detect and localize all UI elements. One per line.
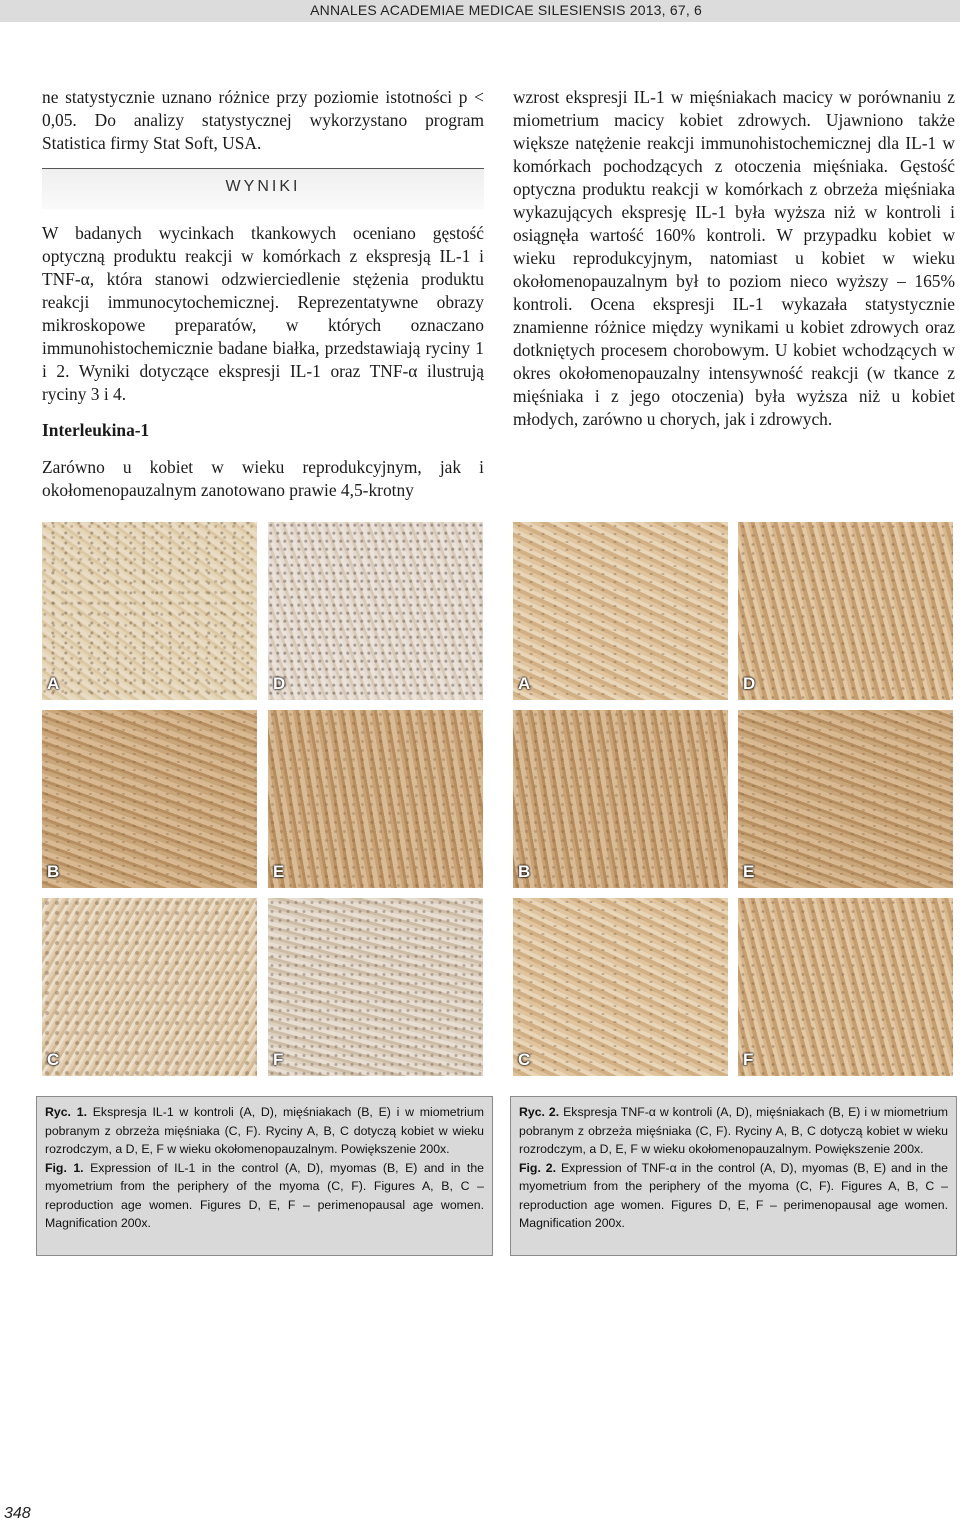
caption-text-english: Expression of TNF-α in the control (A, D), myomas (B, E) and in the myometrium from the periphery of the myoma (C, F). Figures A, B, C – reproduction age women. Figures D, E, F – perimenopausal age women. Magnification 200x.: [519, 1160, 949, 1230]
figure1-caption: [36, 1096, 493, 1256]
figure2-panel-b: [513, 710, 728, 888]
panel-label: B: [518, 862, 531, 881]
intro-paragraph: ne statystycznie uznano różnice przy poziomie istotności p < 0,05. Do analizy statystycznej wykorzystano program Statistica firmy Stat Soft, USA.: [42, 87, 484, 153]
figure2-panel-d: [738, 522, 953, 700]
panel-label: A: [518, 674, 531, 693]
figure2-panel-c: [513, 898, 728, 1076]
caption-label: Fig. 1.: [45, 1160, 84, 1175]
panel-label: E: [273, 862, 285, 881]
section-header-box: [42, 168, 484, 209]
left-column-intro: [42, 86, 484, 155]
panel-label: D: [743, 674, 756, 693]
figure1-panel-b: [42, 710, 257, 888]
journal-title: ANNALES ACADEMIAE MEDICAE SILESIENSIS 2013, 67, 6: [310, 2, 702, 18]
caption-label: Ryc. 2.: [519, 1105, 560, 1119]
panel-label: F: [273, 1050, 284, 1069]
caption-label: Ryc. 1.: [45, 1105, 87, 1119]
panel-label: A: [47, 674, 60, 693]
panel-label: D: [273, 674, 286, 693]
right-column-paragraph: wzrost ekspresji IL-1 w mięśniakach macicy w porównaniu z miometrium macicy kobiet zdrowych. Ujawniono także większe natężenie reakcji immunohistochemicznej dla IL-1 w komórkach pochodzących z otoczenia mięśniaka. Gęstość optyczna produktu reakcji w komórkach z obrzeża mięśniaka wykazujących ekspresję IL-1 była wyższa niż w kontroli i osiągnęła wartość 160% kontroli. W przypadku kobiet w wieku reprodukcyjnym, natomiast u kobiet w wieku okołomenopauzalnym był to poziom nieco wyższy – 165% kontroli. Ocena ekspresji IL-1 wykazała statystycznie znamienne różnice między wynikami u kobiet zdrowych oraz dotkniętych procesem chorobowym. U kobiet wchodzących w okres okołomenopauzalny intensywność reakcji (w tkance z mięśniaka i z jego otoczenia) była wyższa niż u kobiet młodych, zarówno u chorych, jak i zdrowych.: [513, 87, 955, 429]
subsection-paragraph-container: [42, 456, 484, 502]
caption-text-polish: Ekspresja IL-1 w kontroli (A, D), mięśniakach (B, E) i w miometrium pobranym z obrzeża mięśniaka (C, F). Ryciny A, B, C dotyczą kobiet w wieku rozrodczym, a D, E, F w wieku okołomenopauzalnym. Powiększenie 200x.: [45, 1105, 484, 1156]
section-title: WYNIKI: [225, 178, 301, 195]
caption-label: Fig. 2.: [519, 1160, 557, 1175]
results-paragraph-container: [42, 222, 484, 406]
page-number: 348: [4, 1505, 31, 1522]
results-paragraph: W badanych wycinkach tkankowych oceniano gęstość optyczną produktu reakcji w komórkach z ekspresją IL-1 i TNF-α, która stanowi odzwierciedlenie stężenia produktu reakcji immunocytochemicznej. Reprezentatywne obrazy mikroskopowe preparatów, w których oznaczano immunohistochemicznie badane białka, przedstawiają ryciny 1 i 2. Wyniki dotyczące ekspresji IL-1 oraz TNF-α ilustrują ryciny 3 i 4.: [42, 223, 484, 404]
figure1-panel-d: [268, 522, 483, 700]
figure1-panel-f: [268, 898, 483, 1076]
panel-label: C: [47, 1050, 60, 1069]
subsection-paragraph: Zarówno u kobiet w wieku reprodukcyjnym, jak i okołomenopauzalnym zanotowano prawie 4,5-krotny: [42, 457, 484, 500]
panel-label: E: [743, 862, 755, 881]
figure2-panel-f: [738, 898, 953, 1076]
figure2-panel-a: [513, 522, 728, 700]
caption-text-english: Expression of IL-1 in the control (A, D), myomas (B, E) and in the myometrium from the periphery of the myoma (C, F). Figures A, B, C – reproduction age women. Figures D, E, F – perimenopausal age women. Magnification 200x.: [45, 1160, 484, 1230]
figure2-panel-e: [738, 710, 953, 888]
subsection-heading: Interleukina-1: [42, 420, 150, 440]
figure2-caption: [510, 1096, 957, 1256]
caption-text-polish: Ekspresja TNF-α w kontroli (A, D), mięśniakach (B, E) i w miometrium pobranym z obrzeża mięśniaka (C, F). Ryciny A, B, C dotyczą kobiet w wieku rozrodczym, a D, E, F w wieku okołomenopauzalnym. Powiększenie 200x.: [519, 1105, 949, 1156]
right-column: [513, 86, 955, 431]
panel-label: C: [518, 1050, 531, 1069]
figure1-panel-e: [268, 710, 483, 888]
running-header: [0, 0, 960, 22]
panel-label: B: [47, 862, 60, 881]
figure1-panel-a: [42, 522, 257, 700]
figure1-panel-c: [42, 898, 257, 1076]
panel-label: F: [743, 1050, 754, 1069]
